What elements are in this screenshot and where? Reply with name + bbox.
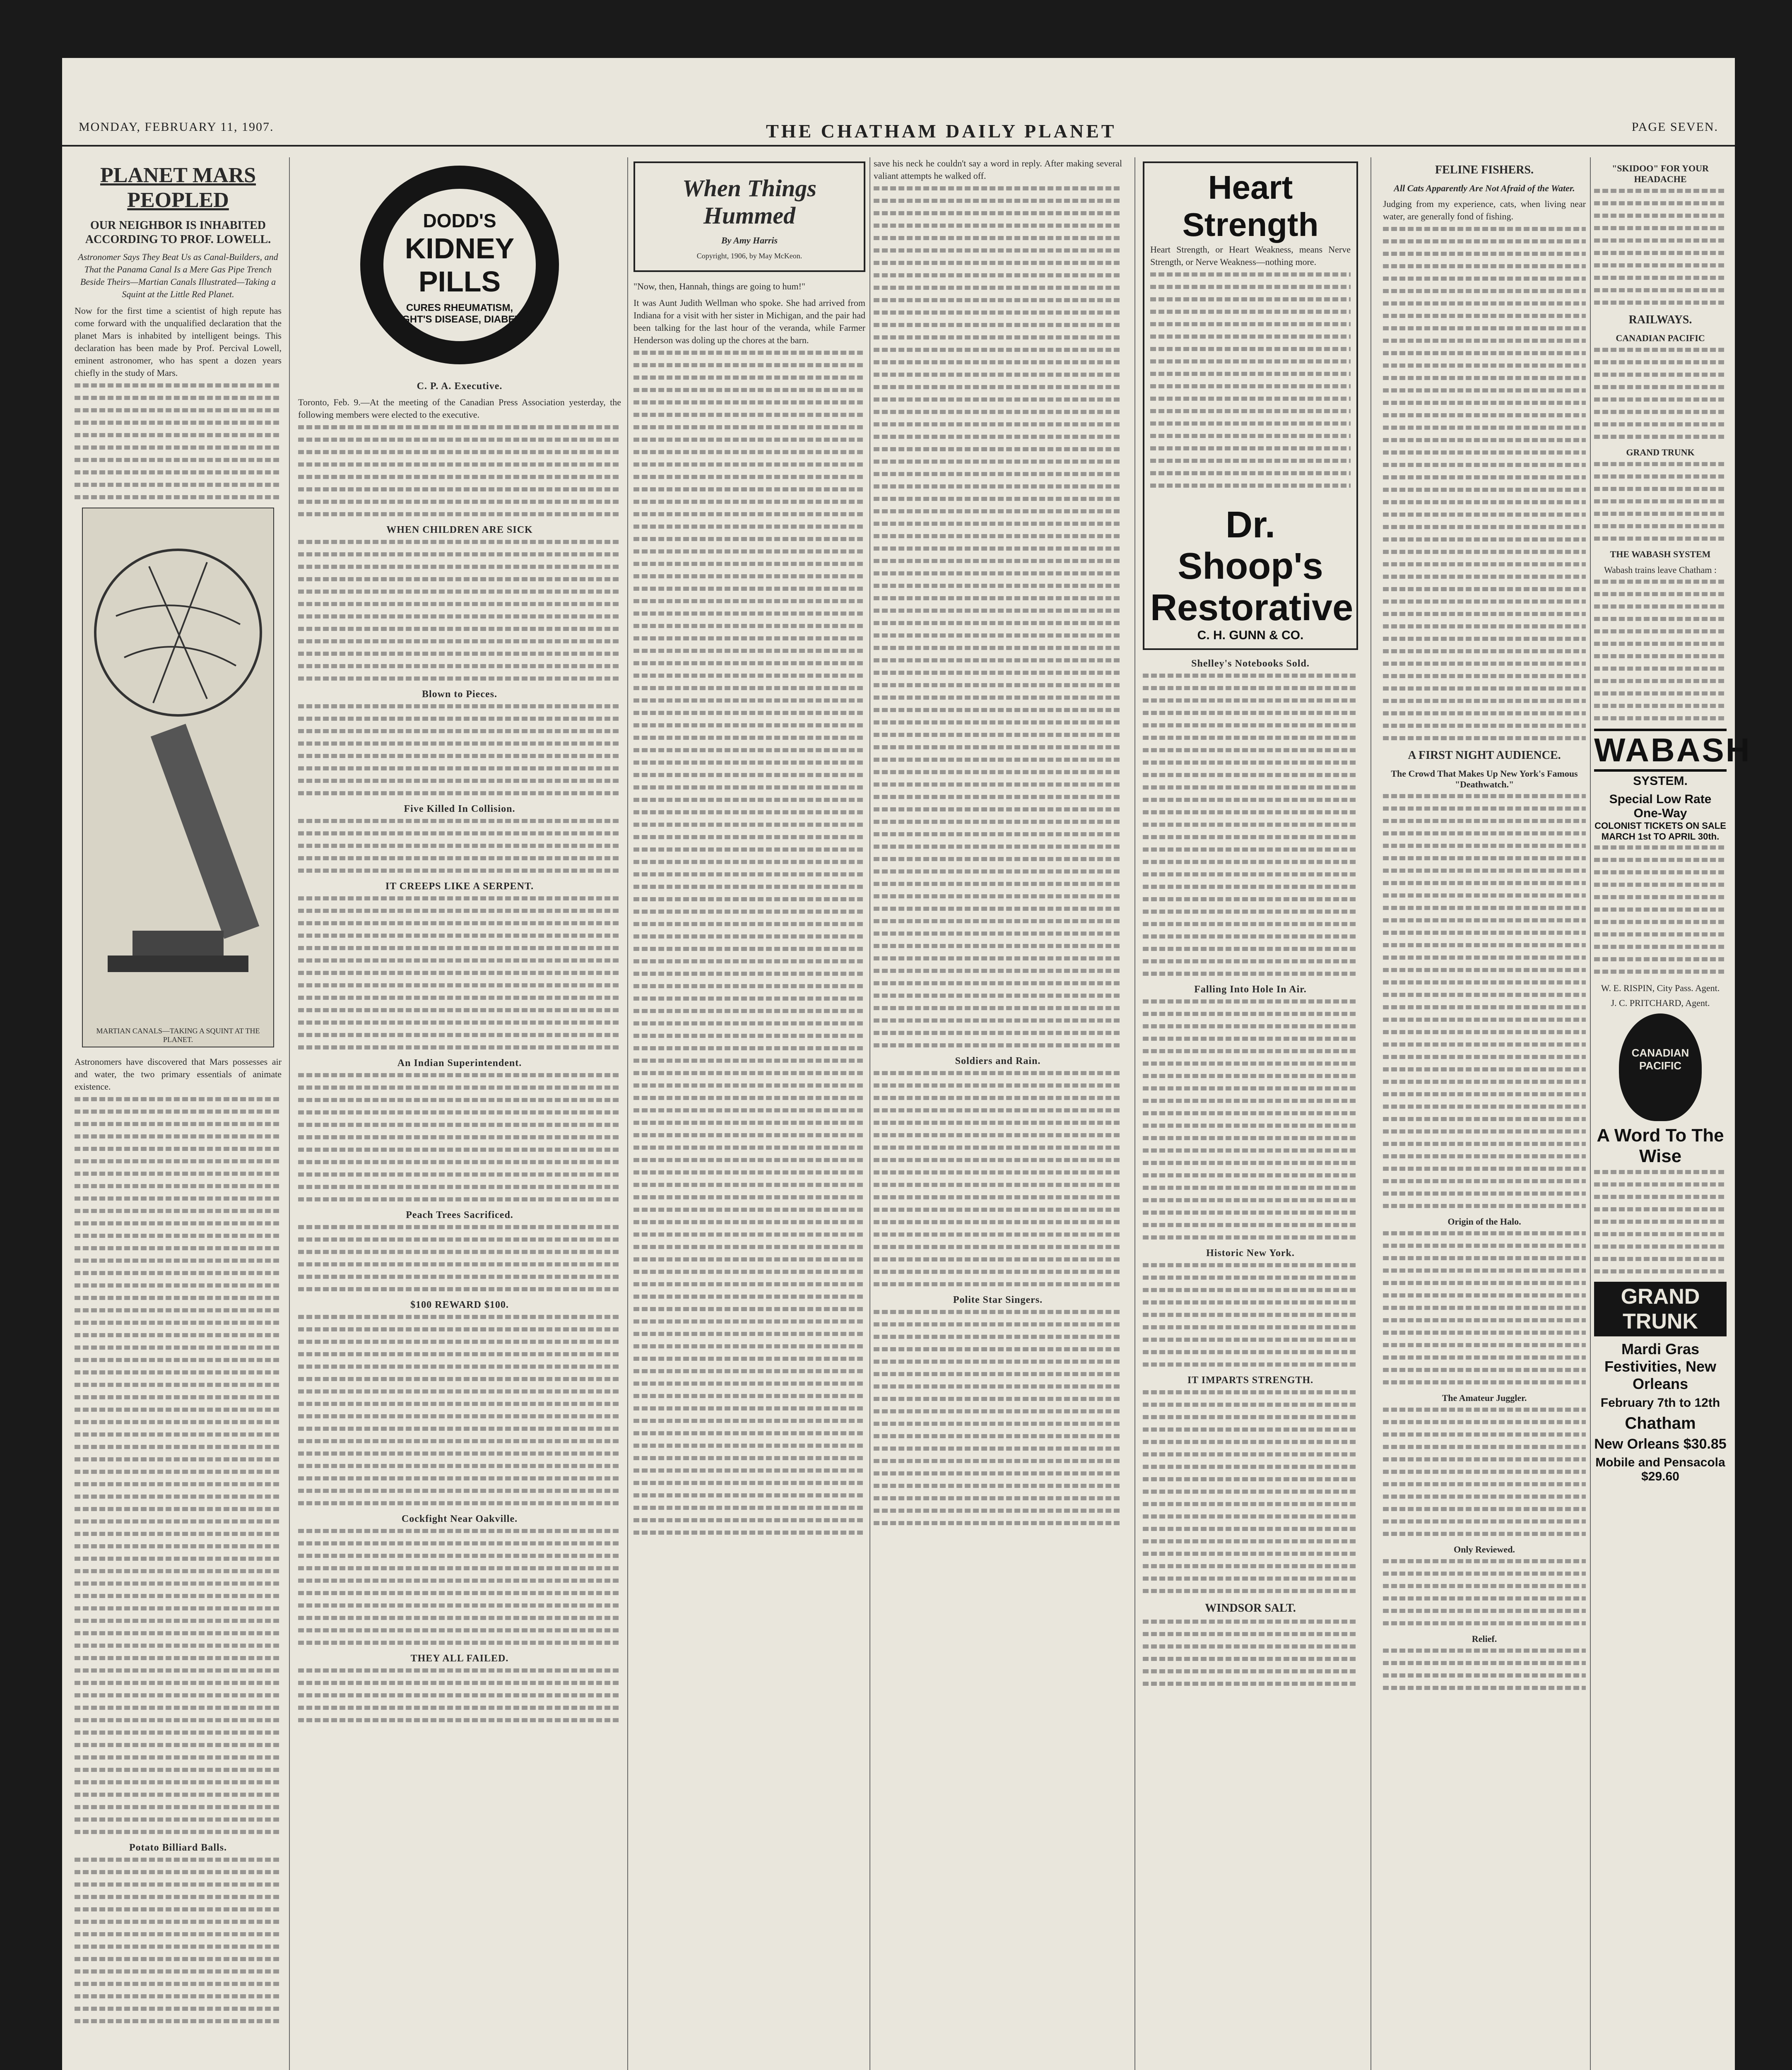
subhead-mars: OUR NEIGHBOR IS INHABITED ACCORDING TO PROF. LOWELL. [85,219,271,246]
article-text-block [1143,1263,1358,1367]
mobile-pensacola-fare: Mobile and Pensacola $29.60 [1595,1456,1725,1483]
article-text-block [1383,1559,1586,1625]
telescope-illustration [82,508,274,1047]
article-text-block [298,1073,621,1201]
headline-singers: Polite Star Singers. [953,1295,1043,1305]
dr-shoop-ad [1143,161,1358,650]
article-text-block [298,1225,621,1291]
headline-relief: Relief. [1472,1634,1497,1644]
wabash-logo: WABASH [1594,729,1727,772]
wabash-note: Wabash trains leave Chatham : [1604,565,1717,575]
headline-reward: $100 REWARD $100. [410,1300,509,1310]
column-ads-news [1143,157,1358,2070]
subhead-first-night: The Crowd That Makes Up New York's Famous "Deathwatch." [1391,768,1578,789]
headline-halo: Origin of the Halo. [1448,1216,1521,1227]
subhead-feline: All Cats Apparently Are Not Afraid of the Water. [1394,183,1575,193]
wabash-system: SYSTEM. [1633,774,1688,788]
article-text-block [75,1097,282,1834]
masthead [62,120,1735,147]
headline-soldiers: Soldiers and Rain. [955,1056,1041,1066]
ad-tagline: CURES RHEUMATISM, BRIGHT'S DISEASE, DIABETES [385,302,535,325]
word-to-wise-ad: A Word To The Wise [1597,1125,1724,1166]
column-rule [289,157,290,2070]
headline-mars: PLANET MARS PEOPLED [100,164,256,212]
article-text-block [75,383,282,499]
story-paragraph: "Now, then, Hannah, things are going to hum!" [633,281,805,291]
ad-product-name: Dr. Shoop's Restorative [1150,504,1354,628]
article-paragraph: Now for the first time a scientist of high repute has come forward with the unqualified declaration that the planet Mars is inhabited by intelligent beings. This declaration has been made by Prof. Percival Lowell, eminent astronomer, who has spent a dozen years chiefly in the study of Mars. [75,306,282,378]
headline-feline: FELINE FISHERS. [1435,164,1534,176]
column-mars [75,157,282,2070]
ad-heading: Heart Strength [1182,169,1319,243]
headline-cpa: C. P. A. Executive. [417,381,503,392]
headline-skiddoo: "SKIDOO" FOR YOUR HEADACHE [1612,163,1709,184]
headline-shelley: Shelley's Notebooks Sold. [1191,658,1310,669]
article-paragraph: Toronto, Feb. 9.—At the meeting of the Canadian Press Association yesterday, the following members were elected to the executive. [298,397,621,420]
headline-peach: Peach Trees Sacrificed. [406,1210,513,1220]
article-text-block [1383,794,1586,1208]
column-rule [627,157,628,2070]
story-byline: By Amy Harris [721,235,778,246]
agent-name: W. E. RISPIN, City Pass. Agent. [1601,983,1720,993]
article-paragraph: Judging from my experience, cats, when living near water, are generally fond of fishing. [1383,199,1586,221]
agent-name-2: J. C. PRITCHARD, Agent. [1611,998,1710,1008]
gtr-heading: GRAND TRUNK [1626,447,1695,457]
story-title-box [633,161,865,272]
column-story [633,157,865,2070]
headline-potato: Potato Billiard Balls. [129,1842,227,1853]
headline-new-york: Historic New York. [1206,1248,1295,1259]
wabash-heading: THE WABASH SYSTEM [1610,549,1711,559]
headline-juggler: The Amateur Juggler. [1442,1393,1527,1403]
column-story-continued [874,157,1122,2070]
railways-heading: RAILWAYS. [1628,313,1692,326]
article-text-block [1143,1390,1358,1593]
article-text-block [75,1858,282,2023]
article-text-block [298,425,621,516]
ad-text-block [1594,845,1727,974]
column-railways [1594,157,1751,2070]
article-text-block [298,896,621,1049]
article-text-block [874,1071,1122,1286]
ad-text-block [1150,272,1351,488]
story-text-block [633,351,865,1535]
article-text-block [298,1315,621,1505]
article-text-block [1383,1408,1586,1536]
pill-box-label [381,186,538,344]
headline-falling: Falling Into Hole In Air. [1194,984,1307,995]
dodds-kidney-pills-ad [344,157,576,373]
headline-collision: Five Killed In Collision. [404,804,515,814]
headline-indian: An Indian Superintendent. [397,1058,522,1069]
article-text-block [298,704,621,795]
article-text-block [1143,1620,1358,1686]
illustration-caption: MARTIAN CANALS—TAKING A SQUINT AT THE PLANET. [96,1027,260,1044]
issue-date: MONDAY, FEBRUARY 11, 1907. [79,120,274,134]
article-text-block [298,1529,621,1645]
story-text-block [874,186,1122,1047]
story-paragraph: save his neck he couldn't say a word in reply. After making several valiant attempts he walked off. [874,158,1122,181]
headline-strength: IT IMPARTS STRENGTH. [1187,1375,1314,1386]
ad-text-block [1594,189,1727,305]
mardi-gras-heading: Mardi Gras Festivities, New Orleans [1604,1341,1717,1392]
headline-reviewed: Only Reviewed. [1454,1544,1515,1555]
story-paragraph: It was Aunt Judith Wellman who spoke. She had arrived from Indiana for a visit with her sister in Michigan, and the pair had been talking for the last hour of the veranda, while Farmer Henderson was doling up the chores at the barn. [633,298,865,345]
timetable-block [1594,580,1727,720]
headline-children: WHEN CHILDREN ARE SICK [386,525,533,535]
chatham-label: Chatham [1625,1414,1696,1432]
article-text-block [1143,999,1358,1240]
mardi-gras-dates: February 7th to 12th [1600,1396,1720,1410]
timetable-block [1594,462,1727,541]
headline-first-night: A FIRST NIGHT AUDIENCE. [1408,749,1561,762]
ad-body: Heart Strength, or Heart Weakness, means Nerve Strength, or Nerve Weakness—nothing more. [1150,244,1351,267]
rate-subheading: COLONIST TICKETS ON SALE MARCH 1st TO APRIL 30th. [1594,821,1726,842]
newspaper-title: THE CHATHAM DAILY PLANET [766,120,1117,142]
article-text-block [298,819,621,873]
column-news [298,157,621,2070]
column-rule [1590,157,1591,2070]
rate-heading: Special Low Rate One-Way [1609,792,1712,820]
telescope-drawing [83,508,273,1022]
headline-failed: THEY ALL FAILED. [410,1653,509,1664]
article-text-block [1383,1231,1586,1384]
ad-text-block [1594,1170,1727,1273]
deck-mars: Astronomer Says They Beat Us as Canal-Builders, and That the Panama Canal Is a Mere Gas Pipe Trench Beside Theirs—Martian Canals Illustrated—Taking a Squint at the Little Red Planet. [78,252,278,299]
article-text-block [1383,1649,1586,1690]
story-title: When Things Hummed [682,175,817,229]
headline-serpent: IT CREEPS LIKE A SERPENT. [385,881,534,892]
windsor-salt-ad: WINDSOR SALT. [1205,1602,1296,1615]
article-text-block [298,1668,621,1722]
article-text-block [1143,674,1358,976]
cpr-heading: CANADIAN PACIFIC [1616,333,1705,343]
page-number: PAGE SEVEN. [1631,120,1718,134]
article-text-block [298,540,621,681]
headline-cockfight: Cockfight Near Oakville. [401,1514,518,1524]
new-orleans-fare: New Orleans $30.85 [1594,1436,1727,1452]
article-paragraph: Astronomers have discovered that Mars possesses air and water, the two primary essentials of animate existence. [75,1057,282,1092]
column-features [1383,157,1586,2070]
timetable-block [1594,348,1727,439]
ad-product: KIDNEY PILLS [405,232,515,298]
grand-trunk-logo: GRAND TRUNK [1594,1282,1727,1336]
cpr-shield-logo: CANADIAN PACIFIC [1619,1013,1702,1121]
column-rule [1134,157,1135,2070]
article-text-block [874,1310,1122,1525]
ad-brand: DODD'S [423,210,496,231]
headline-blown: Blown to Pieces. [422,689,497,700]
column-rule [1370,157,1371,2070]
story-copyright: Copyright, 1906, by May McKeon. [696,252,802,260]
ad-seller: C. H. GUNN & CO. [1197,628,1304,642]
article-text-block [1383,227,1586,740]
newspaper-page [62,58,1751,2070]
